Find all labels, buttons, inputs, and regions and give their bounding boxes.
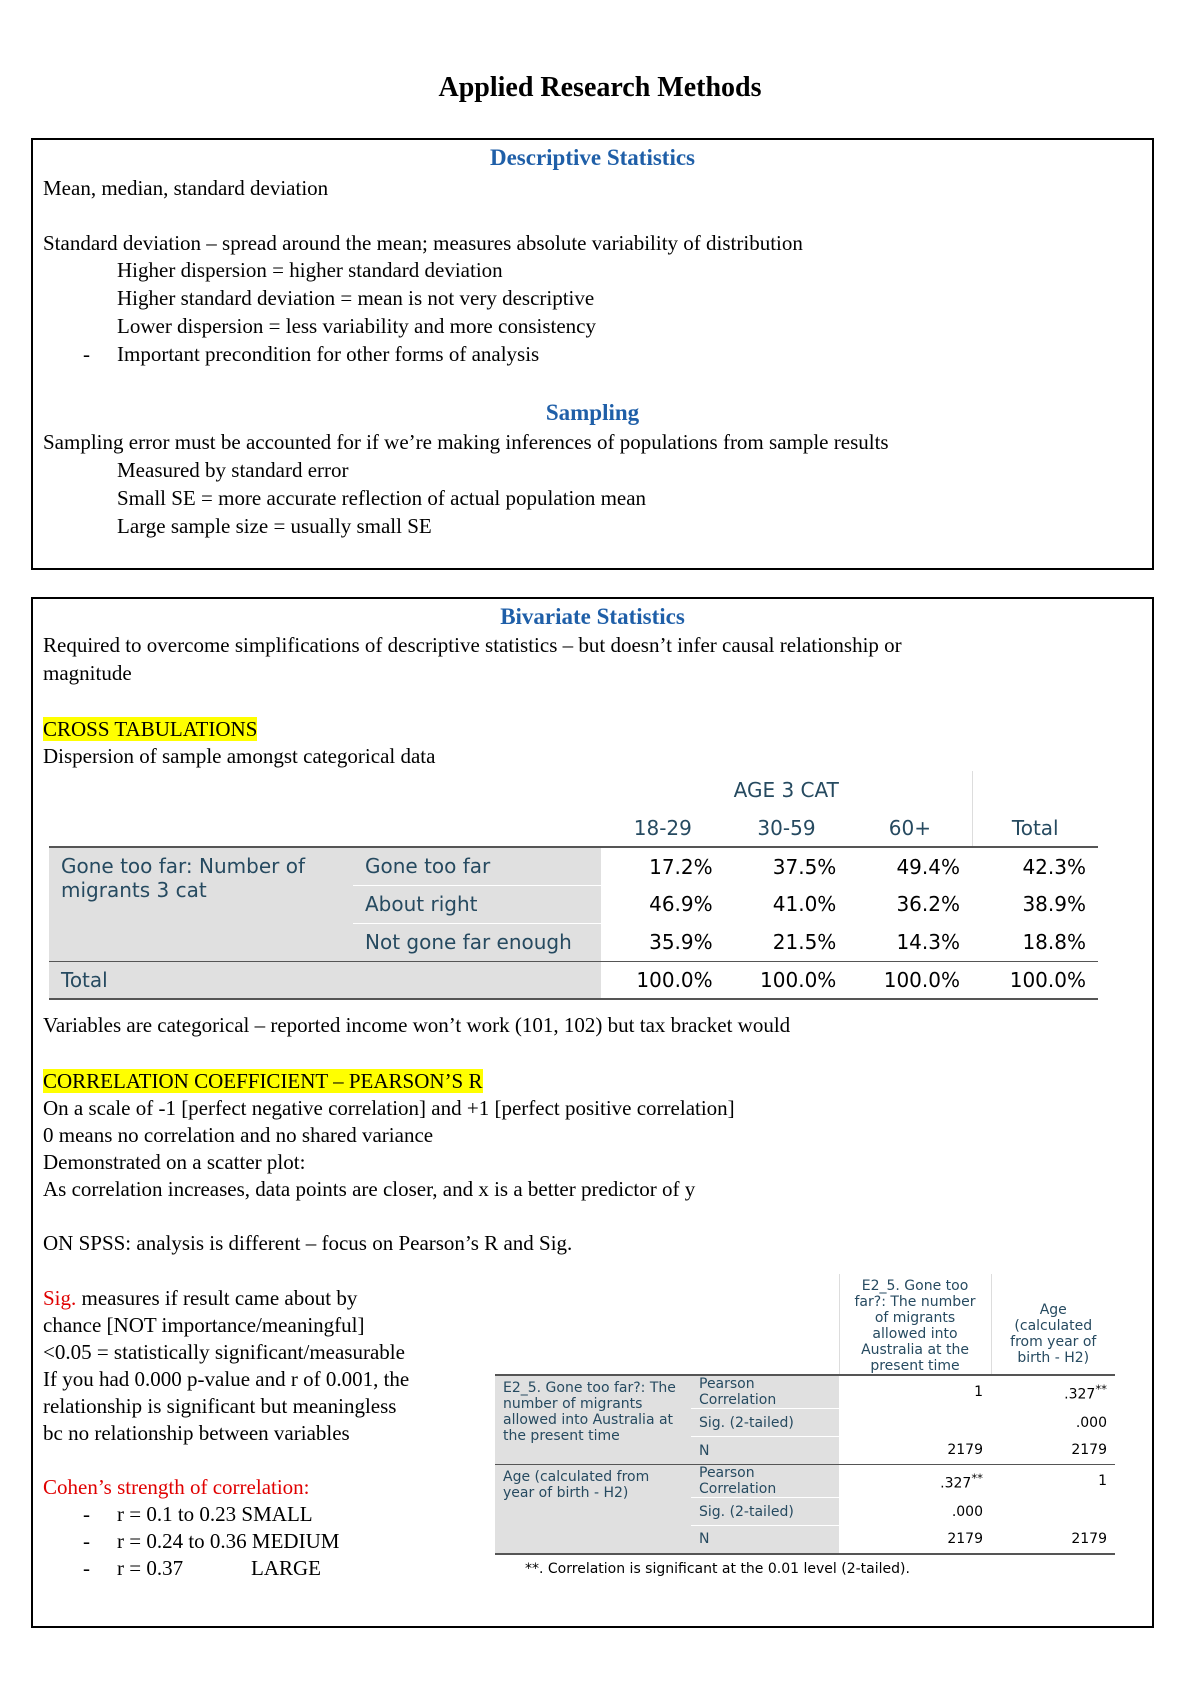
corr-stat-label: Pearson Correlation [691,1375,839,1409]
cohen-large: r = 0.37 [117,1556,184,1580]
crosstab-total-label: Total [49,961,601,999]
crosstab-row-label: About right [353,885,601,923]
corr-cell [839,1409,991,1437]
box2-line-10: chance [NOT importance/meaningful] [43,1313,365,1337]
box2-line-12: If you had 0.000 p-value and r of 0.001, the [43,1367,410,1391]
corr-cell: 1 [974,1384,983,1401]
sampling-heading: Sampling [545,400,640,425]
crosstab-total-cell: 100.0% [636,967,713,992]
crosstab-cell: 46.9% [649,892,713,916]
crosstab-total-cell: 100.0% [1009,967,1086,992]
corr-cell [991,1498,1115,1526]
corr-cell: 1 [1098,1473,1107,1490]
corr-col-header: Age (calculated from year of birth - H2) [991,1274,1115,1375]
sig-line [43,1285,357,1311]
cohen-small: r = 0.1 to 0.23 SMALL [117,1502,313,1526]
corr-row-header: Age (calculated from year of birth - H2) [495,1465,691,1554]
box1-line-6: Important precondition for other forms of analysis [117,342,540,366]
box2-line-9: ON SPSS: analysis is different – focus on Pearson’s R and Sig. [43,1231,573,1255]
corr-cell [991,1375,1115,1409]
corr-stat-label: N [691,1526,839,1554]
corr-cell: 2179 [1071,1531,1107,1547]
corr-stat-label: N [691,1437,839,1465]
box1-line-7: Sampling error must be accounted for if we’re making inferences of populations from sample results [43,430,889,454]
sig-description: measures if result came about by [76,1286,358,1310]
crosstab-cell: 38.9% [1022,892,1086,916]
crosstab-cell: 18.8% [1022,929,1086,954]
box2-line-1: Required to overcome simplifications of descriptive statistics – but doesn’t infer causal relationship or [43,633,902,657]
crosstab-col-header: 60+ [888,815,932,840]
descriptive-statistics-heading: Descriptive Statistics [489,145,696,170]
descriptive-statistics-box [31,138,1154,570]
corr-cell: 2179 [947,1442,983,1459]
crosstab-cell: 42.3% [1022,854,1086,879]
bullet-dash: - [83,1556,90,1580]
box1-line-5: Lower dispersion = less variability and more consistency [117,314,596,338]
crosstab-row-label: Not gone far enough [353,923,601,961]
highlighted-text: CROSS TABULATIONS [43,717,258,741]
crosstab-col-header: 18-29 [633,815,692,840]
bivariate-statistics-box [31,597,1154,1628]
box1-line-8: Measured by standard error [117,458,349,482]
box1-line-1: Mean, median, standard deviation [43,176,329,200]
sig-term: Sig. [43,1286,77,1310]
corr-cell: .000 [951,1503,983,1520]
corr-footnote: **. Correlation is significant at the 0.01 level (2-tailed). [525,1560,910,1577]
crosstab-cell: 21.5% [772,929,837,954]
corr-cell: .000 [1075,1414,1107,1431]
crosstab-cell: 37.5% [772,854,837,879]
crosstab-cell: 35.9% [649,929,713,954]
corr-col-header: E2_5. Gone too far?: The number of migrants allowed into Australia at the present time [839,1274,991,1375]
box1-line-4: Higher standard deviation = mean is not very descriptive [117,286,595,310]
crosstab-cell: 49.4% [896,854,960,879]
cohen-large-label: LARGE [251,1556,321,1580]
corr-row-header: E2_5. Gone too far?: The number of migrants allowed into Australia at the present time [495,1375,691,1465]
box2-line-11: <0.05 = statistically significant/measurable [43,1340,405,1364]
corr-stat-label: Sig. (2-tailed) [691,1409,839,1437]
crosstab-col-header: Total [972,809,1098,847]
box2-line-5: On a scale of -1 [perfect negative correlation] and +1 [perfect positive correlation] [43,1096,735,1120]
crosstab-table [49,771,1098,1000]
correlation-table [495,1274,1115,1577]
box1-line-10: Large sample size = usually small SE [117,514,432,538]
box2-line-2: magnitude [43,661,132,685]
corr-cell [839,1465,991,1498]
box2-line-7: Demonstrated on a scatter plot: [43,1150,306,1174]
crosstab-cell: 17.2% [649,854,713,879]
document-title: Applied Research Methods [438,72,762,103]
crosstab-total-cell: 100.0% [883,967,960,992]
bullet-dash: - [83,1502,90,1526]
corr-stat-label: Sig. (2-tailed) [691,1498,839,1526]
bivariate-statistics-heading: Bivariate Statistics [500,604,685,629]
corr-cell: 2179 [947,1531,983,1547]
crosstab-total-cell: 100.0% [760,967,837,992]
box2-line-8: As correlation increases, data points are closer, and x is a better predictor of y [43,1177,696,1201]
correlation-heading [43,1068,483,1094]
crosstab-column-group: AGE 3 CAT [733,778,839,802]
box1-line-2: Standard deviation – spread around the mean; measures absolute variability of distribution [43,231,803,255]
significance-marker: ** [1095,1381,1107,1396]
crosstab-cell: 36.2% [896,892,960,916]
corr-stat-label: Pearson Correlation [691,1465,839,1498]
crosstab-row-label: Gone too far [353,847,601,885]
box2-line-3: Dispersion of sample amongst categorical data [43,744,436,768]
significance-marker: ** [971,1470,983,1485]
crosstab-col-header: 30-59 [757,815,816,840]
corr-value: .327 [1064,1386,1096,1403]
bullet-dash: - [83,342,90,366]
corr-value: .327 [940,1475,972,1492]
cohen-medium: r = 0.24 to 0.36 MEDIUM [117,1529,340,1553]
cohen-heading: Cohen’s strength of correlation: [43,1475,310,1499]
box2-line-14: bc no relationship between variables [43,1421,350,1445]
box1-line-9: Small SE = more accurate reflection of actual population mean [117,486,647,510]
crosstab-cell: 41.0% [772,892,837,916]
highlighted-text: CORRELATION COEFFICIENT – PEARSON’S R [43,1069,483,1093]
box1-line-3: Higher dispersion = higher standard deviation [117,258,503,282]
box2-line-4: Variables are categorical – reported income won’t work (101, 102) but tax bracket would [43,1013,791,1037]
cross-tabulations-heading [43,716,257,742]
box2-line-6: 0 means no correlation and no shared variance [43,1123,434,1147]
bullet-dash: - [83,1529,90,1553]
box2-line-13: relationship is significant but meaningless [43,1394,397,1418]
crosstab-cell: 14.3% [896,929,960,954]
crosstab-row-variable: Gone too far: Number of migrants 3 cat [49,847,353,961]
corr-cell: 2179 [1071,1442,1107,1459]
